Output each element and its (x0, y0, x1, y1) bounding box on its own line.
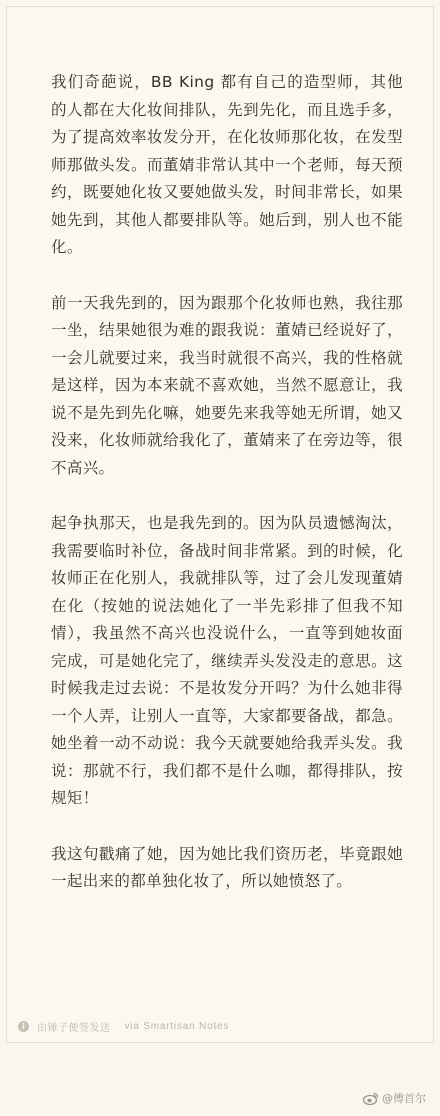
info-icon: i (18, 1021, 29, 1032)
note-paragraph-1: 我们奇葩说，BB King 都有自己的造型师，其他的人都在大化妆间排队，先到先化，而且选手多，为了提高效率妆发分开，在化妆师那化妆，在发型师那做头发。而董婧非常认其中一个老师，每天预约，既要她化妆又要她做头发，时间非常长，如果她先到，其他人都要排队等。她后到，别人也不能化。 (51, 73, 403, 256)
watermark-text: @傅首尔 (382, 1092, 426, 1105)
note-paragraph-3: 起争执那天，也是我先到的。因为队员遗憾淘汰，我需要临时补位，备战时间非常紧。到的时候，化妆师正在化别人，我就排队等，过了会儿发现董婧在化（按她的说法她化了一半先彩排了但我不知情），我虽然不高兴也没说什么，一直等到她妆面完成，可是她化完了，继续弄头发没走的意思。这时候我走过去说：不是妆发分开吗？为什么她非得一个人弄，让别人一直等，大家都要备战，都急。她坐着一动不动说：我今天就要她给我弄头发。我说：那就不行，我们都不是什么咖，都得排队，按规矩！ (51, 514, 403, 807)
weibo-icon (363, 1092, 379, 1105)
note-footer (18, 1016, 229, 1036)
note-paragraph-4: 我这句戳痛了她，因为她比我们资历老，毕竟跟她一起出来的都单独化妆了，所以她愤怒了。 (51, 844, 403, 890)
footer-app-text: via Smartisan Notes (124, 1020, 230, 1032)
note-paragraph-2: 前一天我先到的，因为跟那个化妆师也熟，我往那一坐，结果她很为难的跟我说：董婧已经说好了，一会儿就要过来，我当时就很不高兴，我的性格就是这样，因为本来就不喜欢她，当然不愿意让，我说不是先到先化嘛，她要先来我等她无所谓，她又没来，化妆师就给我化了，董婧来了在旁边等，很不高兴。 (51, 293, 403, 477)
note-body (51, 69, 403, 924)
note-card (6, 6, 434, 1043)
footer-send-text: 由锤子便签发送 (37, 1022, 111, 1034)
weibo-watermark (363, 1090, 426, 1106)
